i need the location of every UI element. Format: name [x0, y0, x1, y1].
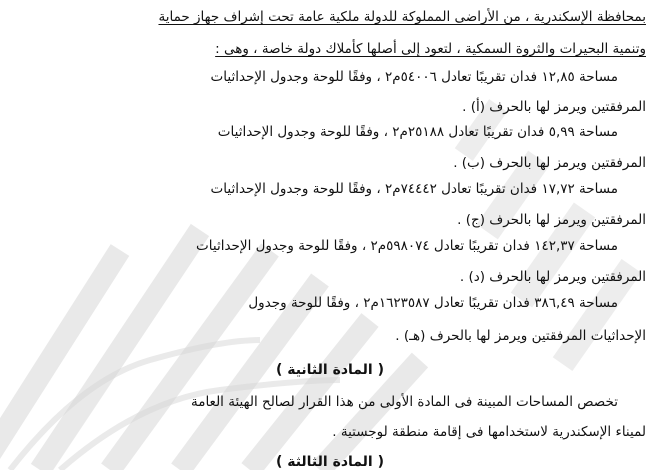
article-three-heading: ( المادة الثالثة )	[275, 454, 384, 470]
area-d-line-2: المرفقتين ويرمز لها بالحرف (د) .	[459, 269, 646, 285]
intro-line-1: بمحافظة الإسكندرية ، من الأراضى المملوكة للدولة ملكية عامة تحت إشراف جهاز حماية	[158, 9, 646, 25]
area-d-line-1: مساحة ١٤٢,٣٧ فدان تقريبًا تعادل ٥٩٨٠٧٤م٢ ، وفقًا للوحة وجدول الإحداثيات	[196, 238, 618, 254]
intro-line-2: وتنمية البحيرات والثروة السمكية ، لتعود إلى أصلها كأملاك دولة خاصة ، وهى :	[215, 41, 646, 57]
area-c-line-2: المرفقتين ويرمز لها بالحرف (ج) .	[457, 212, 646, 228]
area-b-line-1: مساحة ٥,٩٩ فدان تقريبًا تعادل ٢٥١٨٨م٢ ، وفقًا للوحة وجدول الإحداثيات	[217, 124, 618, 140]
article-two-heading: ( المادة الثانية )	[275, 362, 384, 378]
article-two-line-1: تخصص المساحات المبينة فى المادة الأولى من هذا القرار لصالح الهيئة العامة	[190, 394, 618, 410]
area-a-line-1: مساحة ١٢,٨٥ فدان تقريبًا تعادل ٥٤٠٠٦م٢ ، وفقًا للوحة وجدول الإحداثيات	[210, 69, 618, 85]
area-a-line-2: المرفقتين ويرمز لها بالحرف (أ) .	[462, 99, 646, 115]
area-e-line-2: الإحداثيات المرفقتين ويرمز لها بالحرف (هـ) .	[395, 328, 646, 344]
area-e-line-1: مساحة ٣٨٦,٤٩ فدان تقريبًا تعادل ١٦٢٣٥٨٧م٢ ، وفقًا للوحة وجدول	[248, 295, 618, 311]
area-b-line-2: المرفقتين ويرمز لها بالحرف (ب) .	[453, 155, 646, 171]
area-c-line-1: مساحة ١٧,٧٢ فدان تقريبًا تعادل ٧٤٤٤٢م٢ ، وفقًا للوحة وجدول الإحداثيات	[210, 181, 618, 197]
article-two-line-2: لميناء الإسكندرية لاستخدامها فى إقامة منطقة لوجستية .	[332, 424, 646, 440]
